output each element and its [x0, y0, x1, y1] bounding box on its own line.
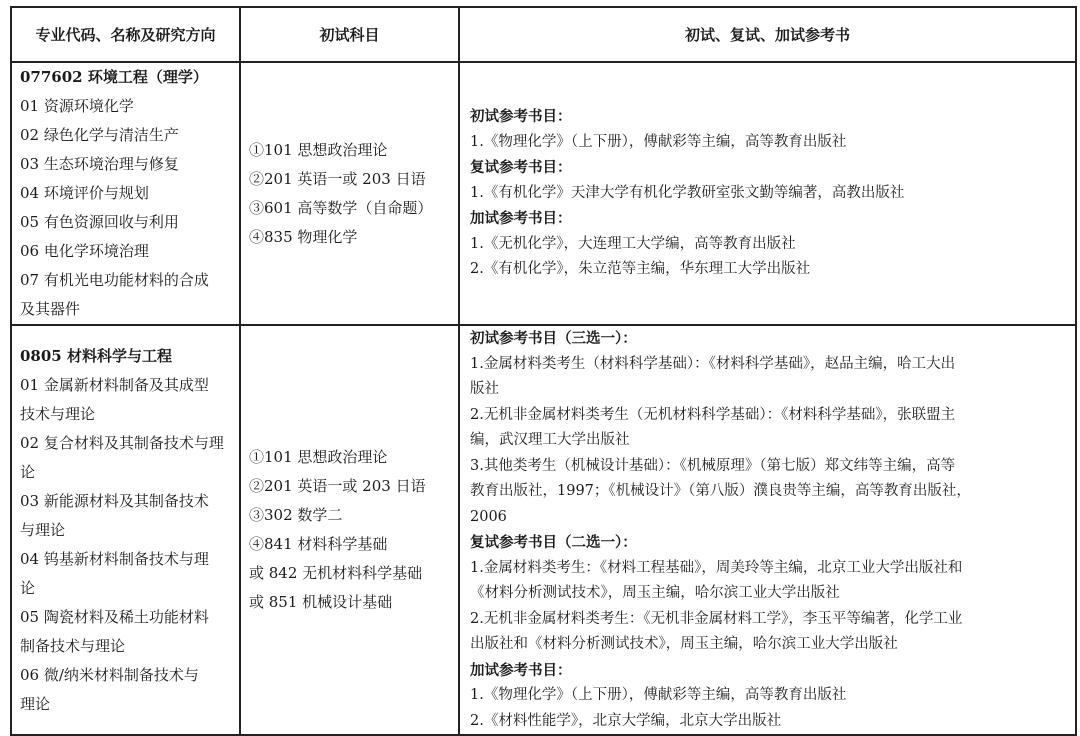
major-line: 05 陶瓷材料及稀土功能材料	[20, 607, 209, 626]
subject-line: ④835 物理化学	[249, 227, 358, 246]
book-line: 加试参考书目：	[470, 661, 572, 679]
major-line: 制备技术与理论	[20, 636, 126, 655]
subjects-cell	[240, 325, 459, 735]
book-line: 1.金属材料类考生：《材料工程基础》，周美玲等主编，北京工业大学出版社和	[470, 559, 963, 576]
subject-line: 或 842 无机材料科学基础	[249, 564, 423, 582]
subject-line: ①101 思想政治理论	[249, 448, 388, 466]
major-line: 论	[20, 462, 36, 481]
major-line: 02 复合材料及其制备技术与理	[20, 433, 224, 452]
book-line: 2.《有机化学》，朱立范等主编，华东理工大学出版社	[470, 261, 811, 278]
major-line: 论	[20, 578, 36, 597]
major-cell	[11, 325, 240, 735]
subject-line: ②201 英语一或 203 日语	[249, 169, 426, 188]
header-books: 初试、复试、加试参考书	[459, 7, 1076, 62]
header-row	[11, 7, 1076, 62]
major-line: 01 资源环境化学	[20, 97, 134, 115]
book-line: 1.《物理化学》（上下册），傅献彩等主编，高等教育出版社	[470, 687, 847, 703]
major-line: 077602 环境工程（理学）	[20, 68, 208, 86]
book-line: 教育出版社，1997；《机械设计》（第八版）濮良贵等主编，高等教育出版社，	[470, 483, 971, 499]
admissions-table	[10, 6, 1077, 736]
book-line: 加试参考书目：	[470, 210, 572, 228]
header-major: 专业代码、名称及研究方向	[11, 7, 240, 62]
book-line: 1.金属材料类考生（材料科学基础）：《材料科学基础》，赵品主编，哈工大出	[470, 355, 956, 372]
major-line: 01 金属新材料制备及其成型	[20, 375, 209, 394]
major-line: 理论	[20, 694, 51, 713]
major-line: 0805 材料科学与工程	[20, 346, 172, 365]
major-line: 与理论	[20, 520, 66, 539]
book-line: 2006	[470, 508, 507, 525]
book-line: 出版社和《材料分析测试技术》，周玉主编，哈尔滨工业大学出版社	[470, 636, 898, 652]
subject-line: ③302 数学二	[249, 506, 343, 524]
books-cell	[459, 325, 1076, 735]
book-line: 版社	[470, 381, 499, 397]
major-line: 07 有机光电功能材料的合成	[20, 271, 209, 289]
book-line: 2.无机非金属材料类考生（无机材料科学基础）：《材料科学基础》，张联盟主	[470, 406, 956, 423]
major-line: 03 生态环境治理与修复	[20, 155, 179, 173]
book-line: 初试参考书目（三选一）：	[470, 330, 637, 347]
subject-line: ④841 材料科学基础	[249, 535, 388, 553]
major-line: 03 新能源材料及其制备技术	[20, 491, 209, 510]
subject-line: 或 851 机械设计基础	[249, 593, 393, 611]
book-line: 1.《无机化学》，大连理工大学编，高等教育出版社	[470, 235, 796, 252]
book-line: 3.其他类考生（机械设计基础）：《机械原理》（第七版）郑文纬等主编，高等	[470, 457, 956, 474]
major-line: 06 电化学环境治理	[20, 242, 149, 260]
book-line: 编，武汉理工大学出版社	[470, 432, 630, 448]
table-row	[11, 325, 1076, 735]
subject-line: ①101 思想政治理论	[249, 140, 388, 159]
book-line: 2.《材料性能学》，北京大学编，北京大学出版社	[470, 712, 782, 729]
book-line: 《材料分析测试技术》，周玉主编，哈尔滨工业大学出版社	[470, 585, 840, 601]
book-line: 初试参考书目：	[470, 108, 572, 126]
major-cell	[11, 62, 240, 325]
major-line: 技术与理论	[20, 404, 96, 423]
book-line: 2.无机非金属材料类考生：《无机非金属材料工学》，李玉平等编著，化学工业	[470, 610, 963, 627]
book-line: 复试参考书目：	[470, 159, 572, 177]
major-line: 04 环境评价与规划	[20, 184, 149, 202]
major-line: 02 绿色化学与清洁生产	[20, 126, 179, 144]
books-cell	[459, 62, 1076, 325]
header-subjects: 初试科目	[240, 7, 459, 62]
subject-line: ③601 高等数学（自命题）	[249, 198, 433, 217]
major-line: 及其器件	[20, 300, 81, 318]
book-line: 1.《物理化学》（上下册），傅献彩等主编，高等教育出版社	[470, 133, 847, 150]
major-line: 04 钨基新材料制备技术与理	[20, 549, 209, 568]
table-row	[11, 62, 1076, 325]
major-line: 06 微/纳米材料制备技术与	[20, 665, 199, 684]
subjects-cell	[240, 62, 459, 325]
book-line: 1.《有机化学》天津大学有机化学教研室张文勤等编著，高教出版社	[470, 184, 905, 201]
book-line: 复试参考书目（二选一）：	[470, 534, 637, 551]
major-line: 05 有色资源回收与利用	[20, 213, 179, 231]
subject-line: ②201 英语一或 203 日语	[249, 477, 426, 495]
